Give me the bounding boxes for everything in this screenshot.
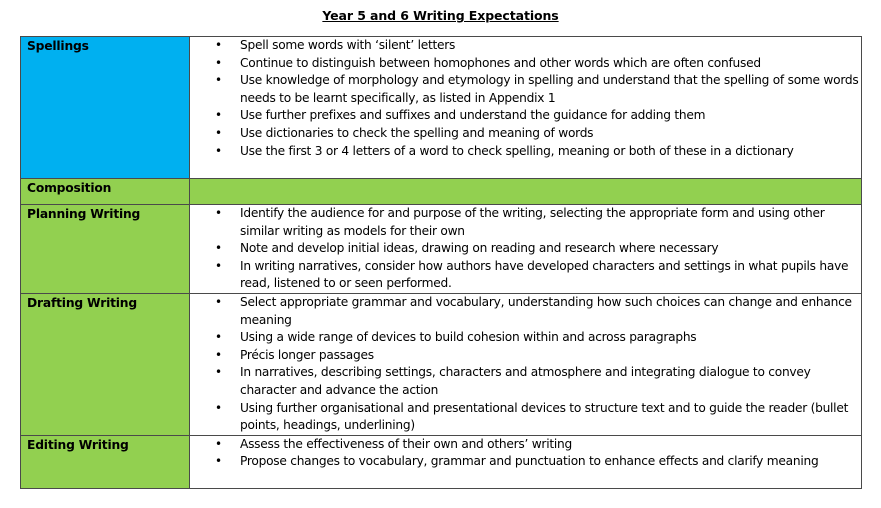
list-item: • Spell some words with ‘silent’ letters (240, 37, 861, 55)
row-label-drafting: Drafting Writing (21, 293, 190, 435)
page-title: Year 5 and 6 Writing Expectations (322, 8, 559, 23)
list-item: • Continue to distinguish between homophones and other words which are often confused (240, 55, 861, 73)
row-content-drafting (190, 293, 862, 435)
row-content-composition (190, 179, 862, 205)
list-item: • Propose changes to vocabulary, grammar and punctuation to enhance effects and clarify meaning (240, 453, 861, 471)
table-row-editing (21, 435, 862, 488)
row-label-planning: Planning Writing (21, 205, 190, 294)
list-item: • Identify the audience for and purpose of the writing, selecting the appropriate form and using other similar writing as models for their own (240, 205, 861, 240)
list-item: • Using further organisational and presentational devices to structure text and to guide the reader (bullet points, headings, underlining) (240, 400, 861, 435)
list-item: • Select appropriate grammar and vocabulary, understanding how such choices can change and enhance meaning (240, 294, 861, 329)
bullet-list-spellings (190, 37, 861, 160)
list-item: • Using a wide range of devices to build cohesion within and across paragraphs (240, 329, 861, 347)
list-item: • Note and develop initial ideas, drawing on reading and research where necessary (240, 240, 861, 258)
list-item: • Assess the effectiveness of their own and others’ writing (240, 436, 861, 454)
list-item: • Use dictionaries to check the spelling and meaning of words (240, 125, 861, 143)
list-item: • In narratives, describing settings, characters and atmosphere and integrating dialogue to convey character and advance the action (240, 364, 861, 399)
bullet-list-editing (190, 436, 861, 471)
row-label-editing: Editing Writing (21, 435, 190, 488)
list-item: • Use the first 3 or 4 letters of a word to check spelling, meaning or both of these in a dictionary (240, 143, 861, 161)
table-row-drafting (21, 293, 862, 435)
row-label-composition: Composition (21, 179, 190, 205)
expectations-table (20, 36, 862, 489)
list-item: • Use knowledge of morphology and etymology in spelling and understand that the spelling of some words needs to be learnt specifically, as listed in Appendix 1 (240, 72, 861, 107)
list-item: • In writing narratives, consider how authors have developed characters and settings in what pupils have read, listened to or seen performed. (240, 258, 861, 293)
row-label-spellings: Spellings (21, 37, 190, 179)
table-row-spellings (21, 37, 862, 179)
bullet-list-planning (190, 205, 861, 293)
bullet-list-drafting (190, 294, 861, 435)
list-item: • Précis longer passages (240, 347, 861, 365)
table-row-composition (21, 179, 862, 205)
row-content-planning (190, 205, 862, 294)
row-content-editing (190, 435, 862, 488)
list-item: • Use further prefixes and suffixes and understand the guidance for adding them (240, 107, 861, 125)
table-row-planning (21, 205, 862, 294)
row-content-spellings (190, 37, 862, 179)
